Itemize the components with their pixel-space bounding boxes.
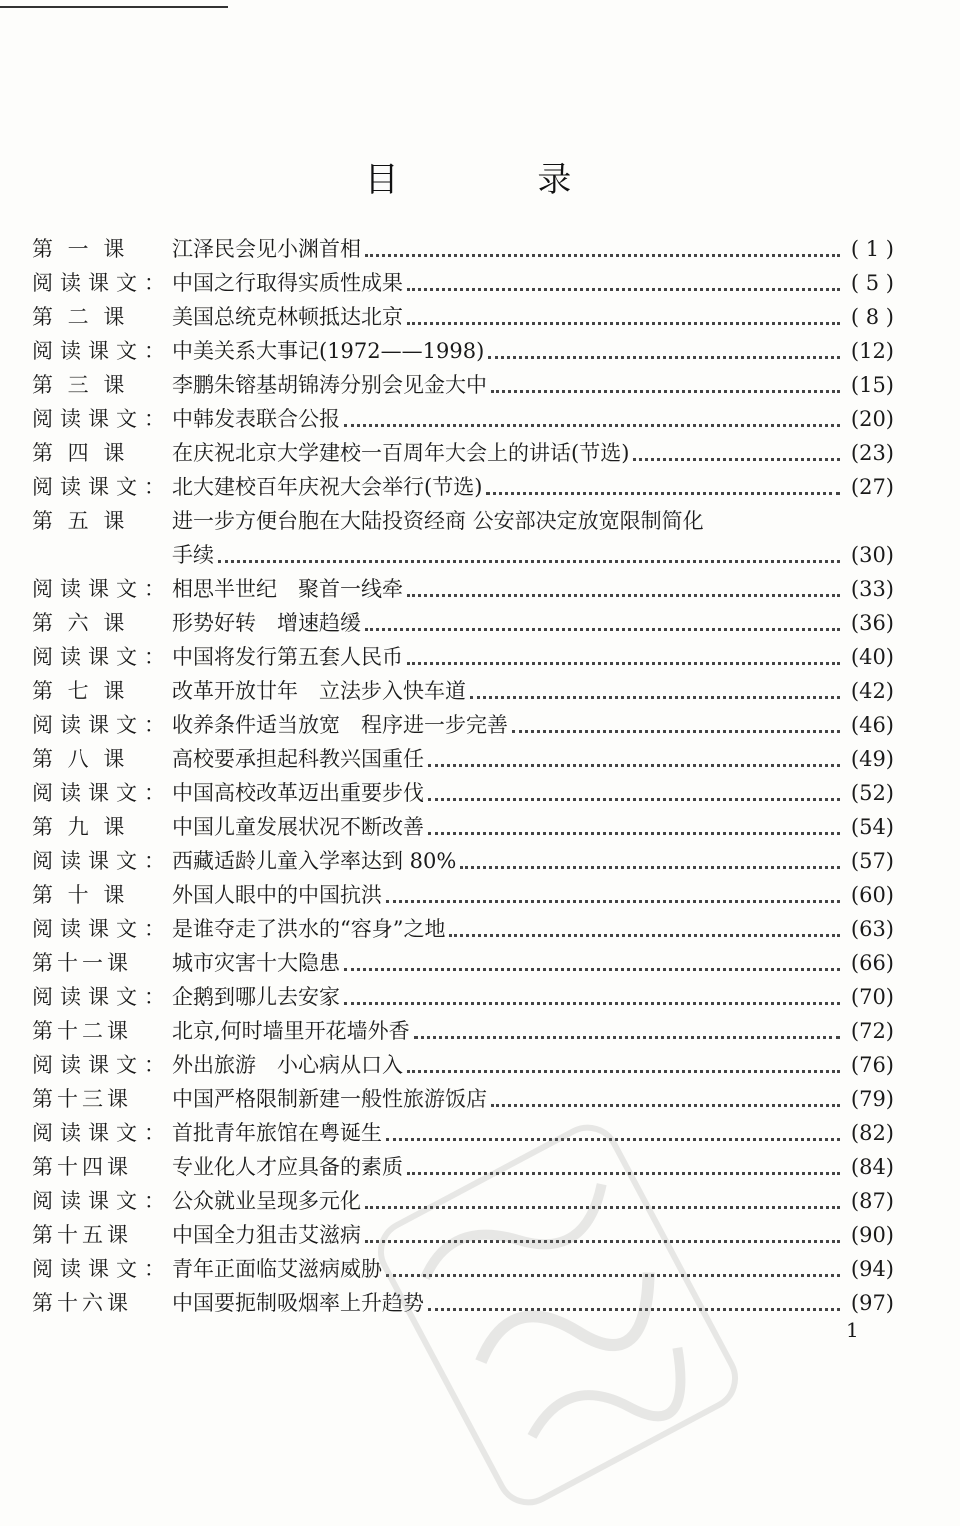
entry-title: 企鹅到哪儿去安家 [172,985,340,1009]
lesson-label: 第 九 课 [32,815,129,839]
lesson-label: 第 五 课 [32,509,129,533]
toc-entry [32,230,894,264]
entry-title: 城市灾害十大隐患 [172,951,340,975]
reading-label: 阅读课文： [32,339,172,363]
entry-title: 美国总统克林顿抵达北京 [172,305,403,329]
reading-label: 阅读课文： [32,407,172,431]
page-ref: ( 1 ) [850,237,894,261]
dot-leader [470,696,840,699]
entry-title: 是谁夺走了洪水的“容身”之地 [172,917,446,941]
reading-label: 阅读课文： [32,985,172,1009]
page-ref: (27) [850,475,894,499]
page-ref: (70) [850,985,894,1009]
dot-leader [386,900,840,903]
reading-label: 阅读课文： [32,475,172,499]
toc-entry [32,1012,894,1046]
dot-leader [407,662,840,665]
lesson-label: 第十五课 [32,1223,132,1247]
page-number: 1 [846,1318,859,1342]
toc-entry [32,264,894,298]
toc-entry [32,332,894,366]
dot-leader [491,1104,840,1107]
dot-leader [344,424,840,427]
toc-entry [32,740,894,774]
page-ref: (79) [850,1087,894,1111]
toc-entry [32,298,894,332]
toc-entry [32,978,894,1012]
toc-entry [32,1080,894,1114]
toc-entry [32,1114,894,1148]
toc-entry [32,672,894,706]
dot-leader [486,492,840,495]
entry-title: 首批青年旅馆在粤诞生 [172,1121,382,1145]
toc-entry [32,706,894,740]
dot-leader [407,1070,840,1073]
entry-title: 中国将发行第五套人民币 [172,645,403,669]
entry-title: 江泽民会见小渊首相 [172,237,361,261]
dot-leader [491,390,840,393]
entry-title-continuation: 手续 [172,543,214,567]
toc-entry [32,570,894,604]
reading-label: 阅读课文： [32,1121,172,1145]
entry-title: 进一步方便台胞在大陆投资经商 公安部决定放宽限制简化 [172,509,704,533]
reading-label: 阅读课文： [32,577,172,601]
lesson-label: 第 八 课 [32,747,129,771]
entry-title: 中国要扼制吸烟率上升趋势 [172,1291,424,1315]
entry-title: 李鹏朱镕基胡锦涛分别会见金大中 [172,373,487,397]
table-of-contents [32,230,894,1318]
entry-title: 中韩发表联合公报 [172,407,340,431]
dot-leader [407,322,840,325]
page-ref: (60) [850,883,894,907]
page-ref: (94) [850,1257,894,1281]
entry-title: 青年正面临艾滋病威胁 [172,1257,382,1281]
page-ref: (15) [850,373,894,397]
entry-title: 中国高校改革迈出重要步伐 [172,781,424,805]
toc-entry [32,604,894,638]
dot-leader [512,730,840,733]
lesson-label: 第 六 课 [32,611,129,635]
page-ref: (63) [850,917,894,941]
lesson-label: 第 一 课 [32,237,129,261]
page-ref: (40) [850,645,894,669]
toc-entry [32,434,894,468]
entry-title: 改革开放廿年 立法步入快车道 [172,679,466,703]
toc-entry [32,1148,894,1182]
entry-title: 外国人眼中的中国抗洪 [172,883,382,907]
lesson-label: 第十一课 [32,951,132,975]
page-ref: (87) [850,1189,894,1213]
entry-title: 中国之行取得实质性成果 [172,271,403,295]
page-ref: (66) [850,951,894,975]
page-ref: ( 5 ) [850,271,894,295]
toc-entry-continuation [32,536,894,570]
entry-title: 北京,何时墙里开花墙外香 [172,1019,410,1043]
page-ref: (23) [850,441,894,465]
page-ref: ( 8 ) [850,305,894,329]
dot-leader [365,628,840,631]
entry-title: 外出旅游 小心病从口入 [172,1053,403,1077]
toc-entry [32,944,894,978]
dot-leader [414,1036,840,1039]
page-ref: (52) [850,781,894,805]
page-ref: (30) [850,543,894,567]
entry-title: 中国严格限制新建一般性旅游饭店 [172,1087,487,1111]
lesson-label: 第十三课 [32,1087,132,1111]
entry-title: 收养条件适当放宽 程序进一步完善 [172,713,508,737]
toc-entry [32,502,894,536]
page-title: 目 录 [364,160,636,200]
toc-entry [32,366,894,400]
reading-label: 阅读课文： [32,781,172,805]
dot-leader [449,934,840,937]
dot-leader [407,288,840,291]
reading-label: 阅读课文： [32,645,172,669]
reading-label: 阅读课文： [32,1053,172,1077]
entry-title: 中国儿童发展状况不断改善 [172,815,424,839]
dot-leader [633,458,840,461]
entry-title: 西藏适龄儿童入学率达到 80% [172,849,457,873]
page-ref: (90) [850,1223,894,1247]
reading-label: 阅读课文： [32,1257,172,1281]
toc-entry [32,1046,894,1080]
page-ref: (12) [850,339,894,363]
page-ref: (20) [850,407,894,431]
entry-title: 相思半世纪 聚首一线牵 [172,577,403,601]
lesson-label: 第十四课 [32,1155,132,1179]
entry-title: 北大建校百年庆祝大会举行(节选) [172,475,483,499]
reading-label: 阅读课文： [32,849,172,873]
page-ref: (84) [850,1155,894,1179]
page-ref: (33) [850,577,894,601]
page-ref: (49) [850,747,894,771]
lesson-label: 第 十 课 [32,883,129,907]
dot-leader [365,254,840,257]
dot-leader [428,798,840,801]
entry-title: 形势好转 增速趋缓 [172,611,361,635]
dot-leader [428,832,840,835]
page-ref: (57) [850,849,894,873]
page-ref: (46) [850,713,894,737]
toc-entry [32,468,894,502]
lesson-label: 第 三 课 [32,373,129,397]
page-ref: (82) [850,1121,894,1145]
lesson-label: 第十六课 [32,1291,132,1315]
entry-title: 专业化人才应具备的素质 [172,1155,403,1179]
lesson-label: 第 七 课 [32,679,129,703]
page-ref: (76) [850,1053,894,1077]
toc-entry [32,876,894,910]
dot-leader [460,866,840,869]
lesson-label: 第十二课 [32,1019,132,1043]
dot-leader [218,560,840,563]
toc-entry [32,910,894,944]
entry-title: 公众就业呈现多元化 [172,1189,361,1213]
dot-leader [407,594,840,597]
reading-label: 阅读课文： [32,917,172,941]
page-ref: (36) [850,611,894,635]
entry-title: 高校要承担起科教兴国重任 [172,747,424,771]
entry-title: 中国全力狙击艾滋病 [172,1223,361,1247]
dot-leader [344,968,840,971]
page-ref: (97) [850,1291,894,1315]
toc-entry [32,842,894,876]
dot-leader [428,764,840,767]
toc-entry [32,774,894,808]
toc-entry [32,808,894,842]
entry-title: 中美关系大事记(1972——1998) [172,339,485,363]
entry-title: 在庆祝北京大学建校一百周年大会上的讲话(节选) [172,441,630,465]
page-ref: (54) [850,815,894,839]
lesson-label: 第 二 课 [32,305,129,329]
page-ref: (72) [850,1019,894,1043]
dot-leader [344,1002,840,1005]
dot-leader [488,356,840,359]
reading-label: 阅读课文： [32,271,172,295]
top-rule [0,6,228,8]
page-ref: (42) [850,679,894,703]
reading-label: 阅读课文： [32,713,172,737]
reading-label: 阅读课文： [32,1189,172,1213]
lesson-label: 第 四 课 [32,441,129,465]
toc-entry [32,400,894,434]
toc-entry [32,638,894,672]
